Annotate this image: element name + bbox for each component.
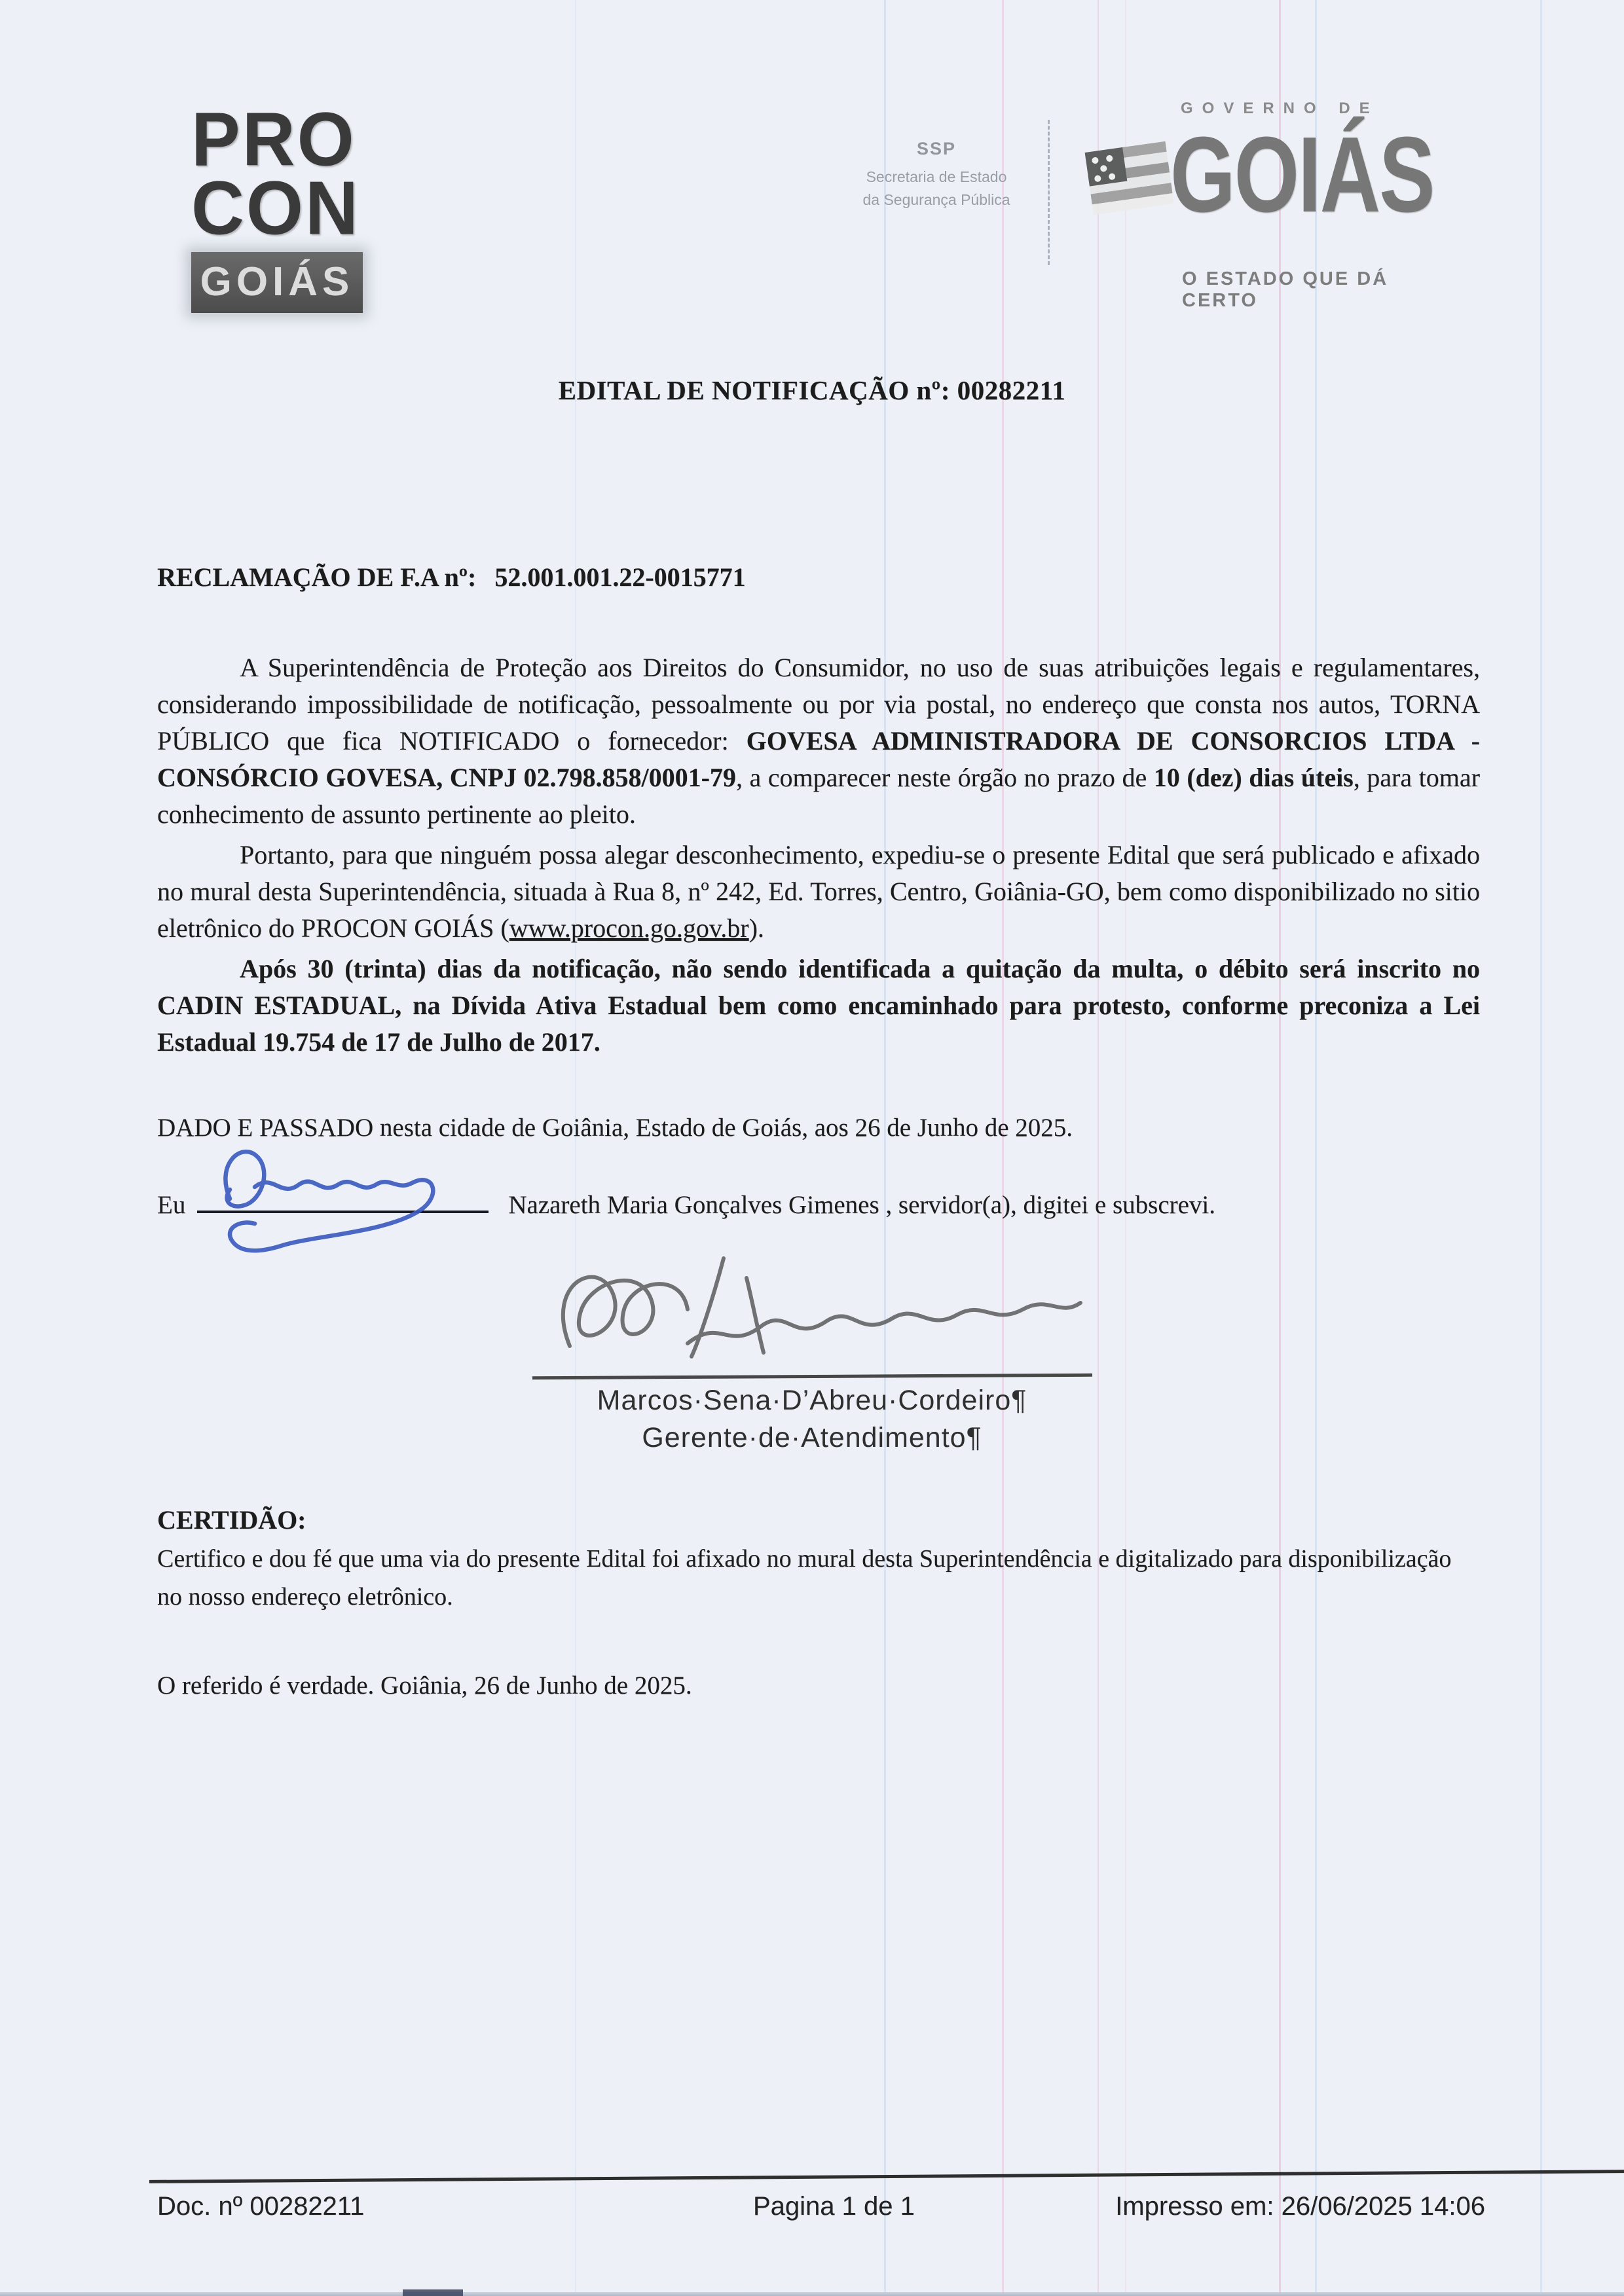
goias-slogan: O ESTADO QUE DÁ CERTO [1182,268,1389,311]
paragraph-text: ). [748,913,764,943]
scan-streak [1315,0,1317,2296]
procon-logo-text: PRO [191,96,356,182]
ssp-department-label [848,139,1025,211]
manager-name: Marcos·Sena·D’Abreu·Cordeiro¶ [597,1385,1027,1416]
supplier-name: GOVESA ADMINISTRADORA DE CONSORCIOS LTDA - CONSÓRCIO GOVESA, CNPJ 02.798.858/0001-79 [157,726,1480,792]
ssp-acronym: SSP [916,139,957,158]
footer-printed-timestamp: Impresso em: 26/06/2025 14:06 [1115,2192,1485,2221]
scan-streak [1540,0,1542,2296]
ssp-dept-line: da Segurança Pública [862,191,1010,208]
clerk-signature-line [197,1207,489,1213]
scan-streak [1002,0,1004,2296]
paragraph-penalty-warning: Após 30 (trinta) dias da notificação, não sendo identificada a quitação da multa, o débito será inscrito no CADIN ESTADUAL, na Dívida Ativa Estadual bem como encaminhado para protesto, conforme preconiza a Lei Estadual 19.754 de 17 de Julho de 2017. [157,954,1480,1057]
scan-streak [1279,0,1281,2296]
procon-goias-logo [191,96,369,313]
clerk-attestation-line [157,1190,1532,1220]
paragraph-text: , para tomar conhecimento de assunto pertinente ao pleito. [157,763,1480,829]
procon-website-url: www.procon.go.gov.br [509,913,749,943]
complaint-number: 52.001.001.22-0015771 [494,562,746,592]
scan-streak [1098,0,1099,2296]
certidao-closing: O referido é verdade. Goiânia, 26 de Junho de 2025. [157,1671,692,1700]
document-title: EDITAL DE NOTIFICAÇÃO nº: 00282211 [558,375,1066,405]
paragraph-notification [157,649,1480,833]
scan-streak [575,0,576,2296]
footer-rule [149,2170,1624,2183]
clerk-attestation-text: Nazareth Maria Gonçalves Gimenes , servidor(a), digitei e subscrevi. [508,1191,1216,1219]
goias-wordmark: GOIÁS [1170,115,1434,235]
paragraph-text: , a comparecer neste órgão no prazo de [735,763,1154,792]
ssp-dept-line: Secretaria de Estado [866,168,1007,185]
certidao-body: Certifico e dou fé que uma via do presente Edital foi afixado no mural desta Superintendência e digitalizado para disponibilização no nosso endereço eletrônico. [157,1545,1452,1611]
footer-doc-number: Doc. nº 00282211 [157,2192,365,2221]
certidao-heading: CERTIDÃO: [157,1505,306,1535]
scan-bottom-mark [403,2289,463,2296]
clerk-prefix: Eu [157,1191,186,1219]
scan-streak [884,0,886,2296]
manager-role: Gerente·de·Atendimento¶ [642,1422,982,1453]
procon-goias-badge: GOIÁS [191,252,363,313]
footer-page-number: Pagina 1 de 1 [753,2192,915,2221]
complaint-label: RECLAMAÇÃO DE F.A nº: [157,562,477,592]
complaint-number-line [157,562,746,592]
header-divider [1048,120,1050,265]
manager-signature [524,1241,1100,1379]
paragraph-publication [157,837,1480,947]
paragraph-text: Portanto, para que ninguém possa alegar desconhecimento, expediu-se o presente Edital que será publicado e afixado no mural desta Superintendência, situada à Rua 8, nº 242, Ed. Torres, Centro, Goiânia-GO, bem como disponibilizado no sitio eletrônico do PROCON GOIÁS ( [157,840,1480,943]
governo-de-goias-logo [1084,100,1464,312]
goias-flag-icon [1084,127,1175,232]
governo-de-label: GOVERNO DE [1181,100,1379,117]
scan-bottom-edge [0,2292,1624,2296]
manager-signature-block [504,1241,1120,1454]
clerk-signature [189,1107,497,1258]
scan-streak [1125,0,1126,2296]
issued-statement: DADO E PASSADO nesta cidade de Goiânia, Estado de Goiás, aos 26 de Junho de 2025. [157,1114,1073,1142]
deadline-text: 10 (dez) dias úteis [1153,763,1354,792]
paragraph-text: A Superintendência de Proteção aos Direitos do Consumidor, no uso de suas atribuições legais e regulamentares, considerando impossibilidade de notificação, pessoalmente ou por via postal, no endereço que consta nos autos, TORNA PÚBLICO que fica NOTIFICADO o fornecedor: [157,653,1480,756]
procon-logo-text: CON [191,165,360,251]
